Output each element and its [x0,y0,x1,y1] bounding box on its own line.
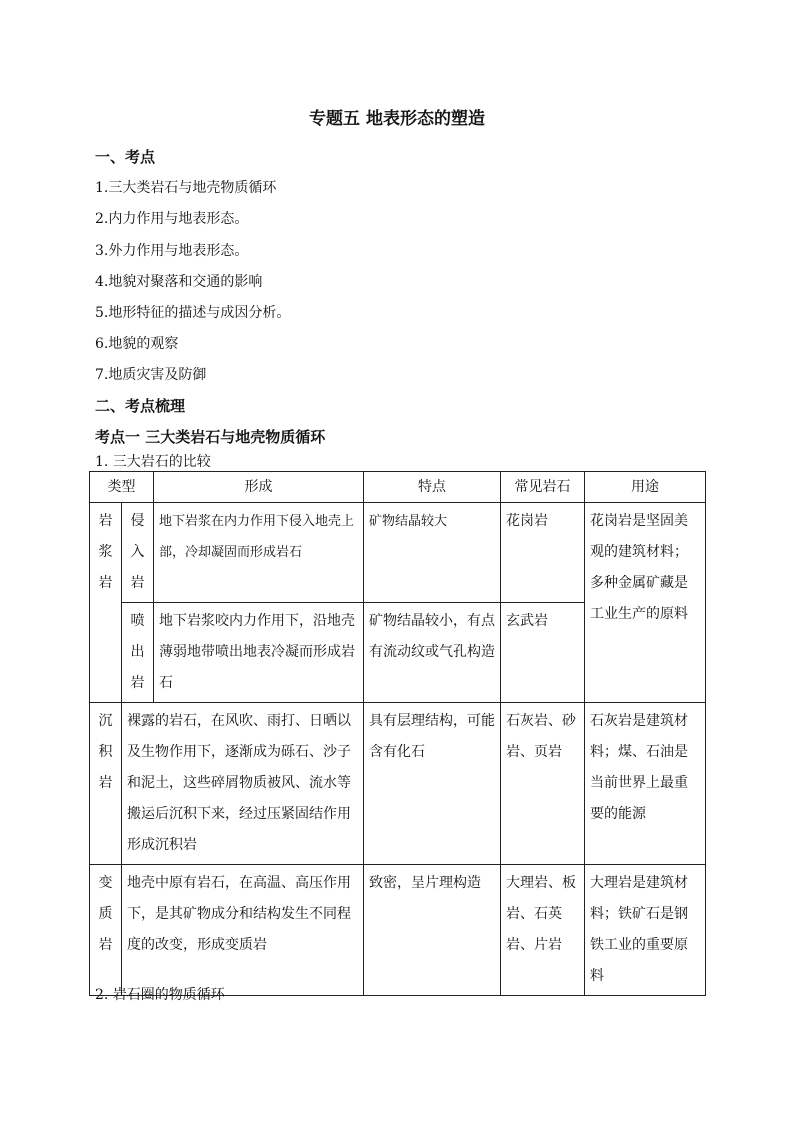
kaodian-one-heading: 考点一 三大类岩石与地壳物质循环 [95,428,326,446]
subtype-extrusive: 喷出岩 [122,603,154,703]
kaodian-item: 5.地形特征的描述与成因分析。 [95,305,291,321]
uses-cell: 石灰岩是建筑材料；煤、石油是当前世界上最重要的能源 [585,703,706,865]
table-header-row [90,472,706,503]
section-heading-kaodian: 一、考点 [95,148,156,166]
category-metamorphic: 变质岩 [90,865,122,996]
rocks-cell: 玄武岩 [501,603,585,703]
page-title: 专题五 地表形态的塑造 [309,109,485,129]
formation-cell: 地壳中原有岩石，在高温、高压作用下，是其矿物成分和结构发生不同程度的改变，形成变质岩 [122,865,364,996]
kaodian-item: 4.地貌对聚落和交通的影响 [95,274,263,290]
kaodian-item: 2.内力作用与地表形态。 [95,211,249,227]
table-row [90,503,706,603]
uses-cell: 大理岩是建筑材料；铁矿石是钢铁工业的重要原料 [585,865,706,996]
features-cell: 致密，呈片理构造 [364,865,501,996]
features-cell: 具有层理结构，可能含有化石 [364,703,501,865]
features-cell: 矿物结晶较大 [364,503,501,603]
kaodian-item: 1.三大类岩石与地壳物质循环 [95,180,277,196]
header-formation: 形成 [154,472,364,503]
category-magma: 岩浆岩 [90,503,122,703]
table-row [90,865,706,996]
rocks-cell: 大理岩、板岩、石英岩、片岩 [501,865,585,996]
header-uses: 用途 [585,472,706,503]
uses-cell: 花岗岩是坚固美观的建筑材料；多种金属矿藏是工业生产的原料 [585,503,706,703]
formation-cell: 地下岩浆在内力作用下侵入地壳上部，冷却凝固而形成岩石 [154,503,364,603]
rocks-cell: 花岗岩 [501,503,585,603]
section-heading-shuli: 二、考点梳理 [95,397,186,415]
table-row [90,703,706,865]
features-cell: 矿物结晶较小，有点有流动纹或气孔构造 [364,603,501,703]
rock-comparison-table [89,471,706,996]
formation-cell: 裸露的岩石，在风吹、雨打、日晒以及生物作用下，逐渐成为砾石、沙子和泥土，这些碎屑物质被风、流水等搬运后沉积下来，经过压紧固结作用形成沉积岩 [122,703,364,865]
kaodian-item: 6.地貌的观察 [95,336,179,352]
kaodian-item: 3.外力作用与地表形态。 [95,243,249,259]
header-common-rocks: 常见岩石 [501,472,585,503]
subtype-intrusive: 侵入岩 [122,503,154,603]
formation-cell: 地下岩浆咬内力作用下，沿地壳薄弱地带喷出地表冷凝而形成岩石 [154,603,364,703]
header-type: 类型 [90,472,154,503]
subheading-rock-compare: 1. 三大岩石的比较 [95,454,211,470]
header-features: 特点 [364,472,501,503]
rocks-cell: 石灰岩、砂岩、页岩 [501,703,585,865]
kaodian-item: 7.地质灾害及防御 [95,367,207,383]
category-sedimentary: 沉积岩 [90,703,122,865]
subheading-rock-cycle: 2. 岩石圈的物质循环 [95,987,225,1003]
